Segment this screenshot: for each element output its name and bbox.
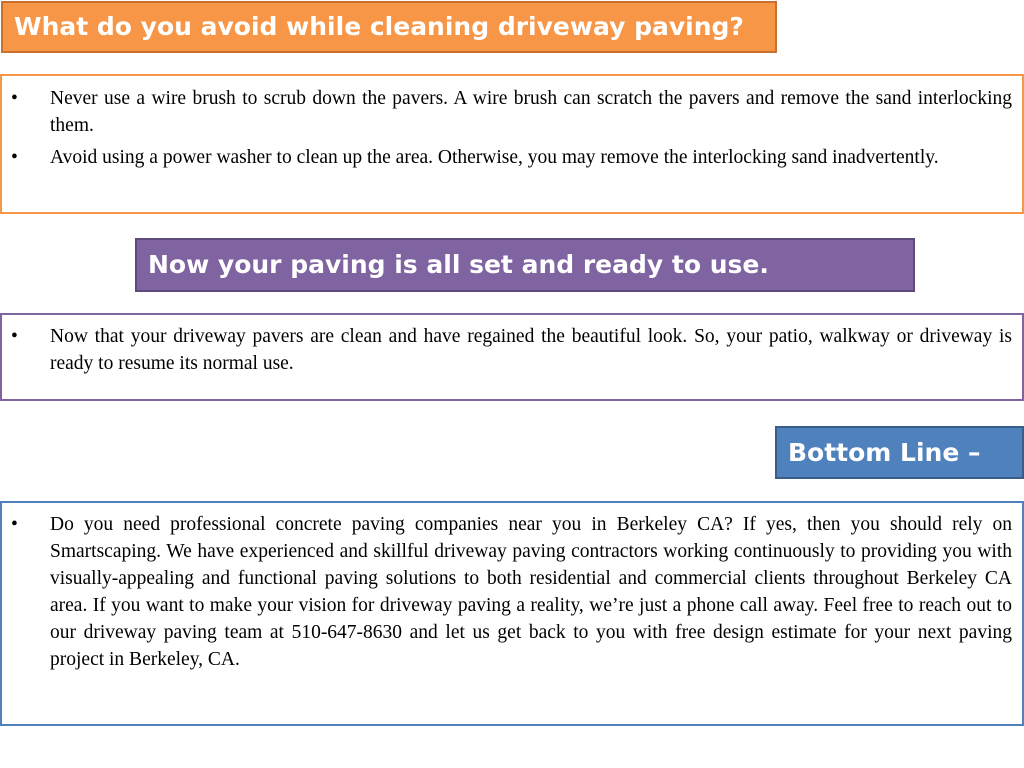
section-heading-avoid: What do you avoid while cleaning driveway paving? (1, 1, 777, 53)
list-item (2, 144, 1012, 171)
bullet-icon: • (11, 88, 18, 109)
bottom-line-box (0, 501, 1024, 726)
list-item-text: Now that your driveway pavers are clean and have regained the beautiful look. So, your patio, walkway or driveway is ready to resume its normal use. (50, 326, 1012, 374)
bullet-icon: • (11, 326, 18, 347)
section-heading-bottom-line: Bottom Line – (775, 426, 1024, 479)
ready-list (2, 323, 1012, 377)
list-item (2, 323, 1012, 377)
avoid-tips-box (0, 74, 1024, 214)
ready-box (0, 313, 1024, 401)
bullet-icon: • (11, 147, 18, 168)
bottom-line-list (2, 511, 1012, 673)
list-item-text: Never use a wire brush to scrub down the pavers. A wire brush can scratch the pavers and remove the sand interlocking them. (50, 88, 1012, 136)
list-item-text: Avoid using a power washer to clean up the area. Otherwise, you may remove the interlocking sand inadvertently. (50, 147, 939, 168)
list-item-text: Do you need professional concrete paving companies near you in Berkeley CA? If yes, then you should rely on Smartscaping. We have experienced and skillful driveway paving contractors working continuously to providing you with visually-appealing and functional paving solutions to both residential and commercial clients throughout Berkeley CA area. If you want to make your vision for driveway paving a reality, we’re just a phone call away. Feel free to reach out to our driveway paving team at 510-647-8630 and let us get back to you with free design estimate for your next paving project in Berkeley, CA. (50, 514, 1012, 670)
bullet-icon: • (11, 514, 18, 535)
section-heading-ready: Now your paving is all set and ready to use. (135, 238, 915, 292)
list-item (2, 511, 1012, 673)
list-item (2, 85, 1012, 139)
avoid-tips-list (2, 85, 1012, 171)
